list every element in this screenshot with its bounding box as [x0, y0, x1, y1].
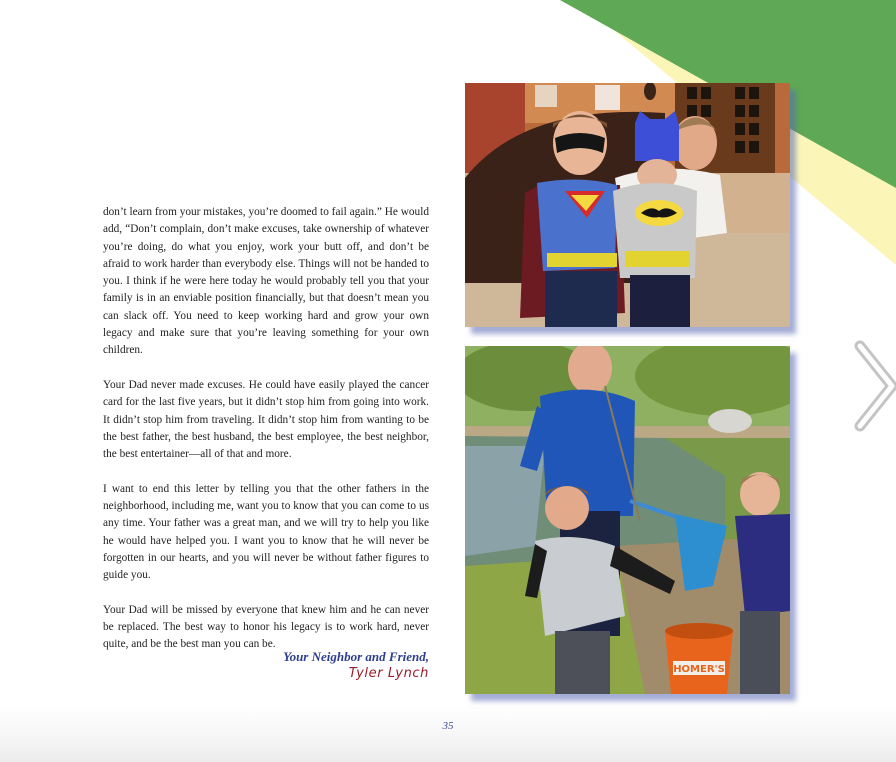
paragraph: don’t learn from your mistakes, you’re doomed to fail again.” He would add, “Don’t complain, don’t make excuses, take ownership of whatever you’re doing, do what you enjoy, work your butt off, and don’t be afraid to work harder than everybody else. Things will not be handed to you. I think if he were here today he would probably tell you that your family is in an enviable position financially, but that doesn’t mean you can slack off. You need to keep working hard and grow your own legacy and make sure that you’re leaving something for your own children.	[103, 206, 429, 357]
signature-block	[230, 649, 429, 682]
letter-body	[103, 204, 429, 671]
photo-superhero-kids	[465, 83, 790, 327]
signature-name: Tyler Lynch	[348, 666, 429, 681]
paragraph: Your Dad never made excuses. He could have easily played the cancer card for the last five years, but it didn’t stop him from going into work. It didn’t stop him from traveling. It didn’t stop him from wanting to be the best father, the best husband, the best employee, the best neighbor, the best entertainer—all of that and more.	[103, 378, 429, 461]
page-number: 35	[442, 720, 454, 732]
paragraph: Your Dad will be missed by everyone that knew him and he can never be replaced. The best way to honor his legacy is to work hard, never quite, and be the best man you can be.	[103, 603, 429, 651]
bucket-label: HOMER'S	[673, 664, 725, 675]
closing-line: Your Neighbor and Friend,	[283, 649, 429, 664]
chevron-right-icon[interactable]	[850, 340, 896, 432]
footer-background	[0, 705, 896, 762]
paragraph: I want to end this letter by telling you that the other fathers in the neighborhood, including me, want you to know that you can come to us any time. Your father was a great man, and we will try to help you like he would have helped you. I want you to know that he will never be forgotten in our hearts, and you will never be without father figures to guide you.	[103, 482, 429, 582]
photo-pond-fishing	[465, 346, 790, 694]
